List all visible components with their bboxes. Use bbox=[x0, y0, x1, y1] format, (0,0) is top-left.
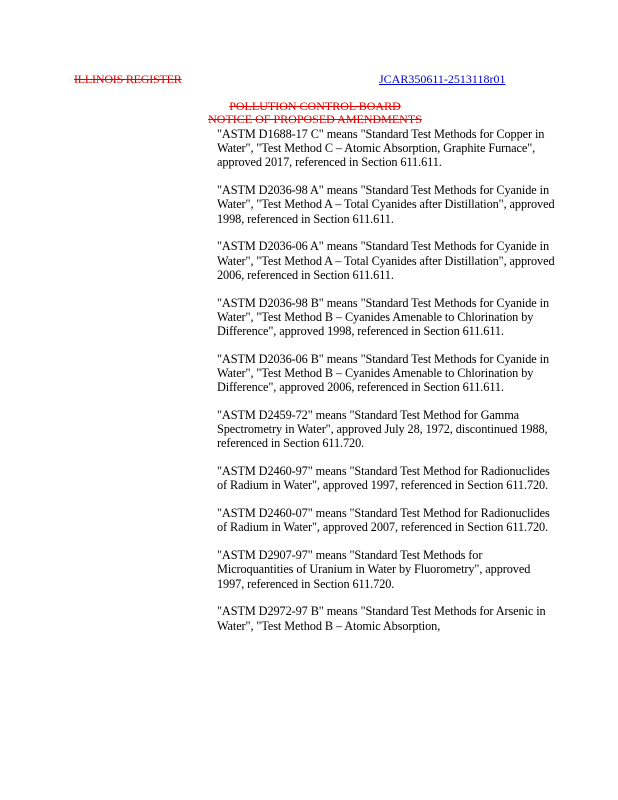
definition-item: "ASTM D2459-72" means "Standard Test Method for Gamma Spectrometry in Water", approved July 28, 1972, discontinued 1988, referenced in Section 611.720. bbox=[217, 408, 548, 451]
definitions-list bbox=[217, 127, 557, 646]
register-header: ILLINOIS REGISTER bbox=[74, 72, 182, 86]
page-title bbox=[190, 100, 440, 126]
document-id[interactable]: JCAR350611-2513118r01 bbox=[379, 72, 506, 86]
definition-item: "ASTM D2036-98 B" means "Standard Test Methods for Cyanide in Water", "Test Method B – Cyanides Amenable to Chlorination by Difference", approved 1998, referenced in Section 611.611. bbox=[217, 295, 549, 339]
definition-item: "ASTM D2460-07" means "Standard Test Method for Radionuclides of Radium in Water", approved 2007, referenced in Section 611.720. bbox=[217, 506, 550, 535]
definition-item: "ASTM D2036-98 A" means "Standard Test Methods for Cyanide in Water", "Test Method A – Total Cyanides after Distillation", approved 1998, referenced in Section 611.611. bbox=[217, 183, 555, 226]
definition-item: "ASTM D2036-06 A" means "Standard Test Methods for Cyanide in Water", "Test Method A – Total Cyanides after Distillation", approved 2006, referenced in Section 611.611. bbox=[217, 239, 555, 282]
definition-item: "ASTM D1688-17 C" means "Standard Test Methods for Copper in Water", "Test Method C – Atomic Absorption, Graphite Furnace", approved 2017, referenced in Section 611.611. bbox=[217, 127, 545, 170]
definition-item: "ASTM D2460-97" means "Standard Test Method for Radionuclides of Radium in Water", approved 1997, referenced in Section 611.720. bbox=[217, 464, 550, 493]
definition-item: "ASTM D2036-06 B" means "Standard Test Methods for Cyanide in Water", "Test Method B – Cyanides Amenable to Chlorination by Difference", approved 2006, referenced in Section 611.611. bbox=[217, 351, 549, 395]
title-line-board: POLLUTION CONTROL BOARD bbox=[229, 99, 401, 113]
definition-item: "ASTM D2907-97" means "Standard Test Methods for Microquantities of Uranium in Water by Fluorometry", approved 1997, referenced in Section 611.720. bbox=[217, 548, 531, 591]
definition-item: "ASTM D2972-97 B" means "Standard Test Methods for Arsenic in Water", "Test Method B – Atomic Absorption, bbox=[217, 604, 546, 633]
title-line-notice: NOTICE OF PROPOSED AMENDMENTS bbox=[208, 112, 422, 126]
